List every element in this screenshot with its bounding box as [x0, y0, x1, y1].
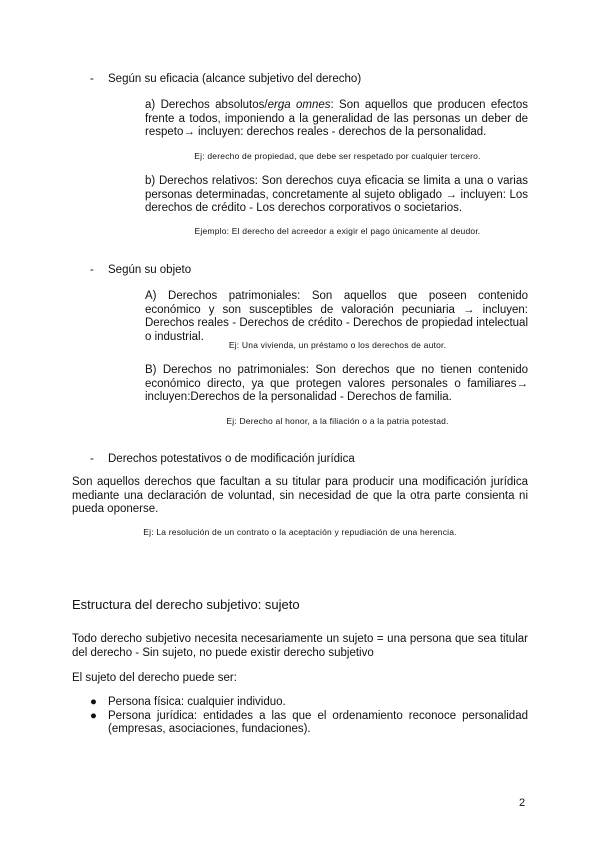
paragraph-derechos-no-patrimoniales: B) Derechos no patrimoniales: Son derechos que no tienen contenido económico directo, ya que protegen valores personales o familiares→ incluyen:Derechos de la personalidad - Derechos de familia. — [145, 364, 528, 403]
list-item — [90, 710, 528, 737]
section-potestativos-title — [90, 452, 355, 466]
list-item-text: Persona física: cualquier individuo. — [108, 696, 286, 708]
bullet-dash: - — [90, 453, 94, 465]
paragraph-derechos-relativos: b) Derechos relativos: Son derechos cuya eficacia se limita a una o varias personas determinadas, concretamente al sujeto obligado → incluyen: Los derechos de crédito - Los derechos corporativos o societarios. — [145, 175, 528, 214]
paragraph-derechos-patrimoniales: A) Derechos patrimoniales: Son aquellos que poseen contenido económico y son susceptibles de valoración pecuniaria → incluyen: Derechos reales - Derechos de crédito - Derechos de propiedad intelectual o industrial. — [145, 290, 528, 343]
paragraph-lead: a) Derechos absolutos/ — [145, 99, 268, 111]
paragraph-sujeto-necesario: Todo derecho subjetivo necesita necesariamente un sujeto = una persona que sea titular del derecho - Sin sujeto, no puede existir derecho subjetivo — [72, 633, 528, 659]
bullet-dash: - — [90, 73, 94, 85]
bullet-dash: - — [90, 264, 94, 276]
example-no-patrimoniales: Ej: Derecho al honor, a la filiación o a la patria potestad. — [226, 416, 449, 426]
section-eficacia-title — [90, 72, 361, 86]
list-item-text: Persona jurídica: entidades a las que el ordenamiento reconoce personalidad (empresas, asociaciones, fundaciones). — [108, 709, 528, 735]
example-potestativos: Ej: La resolución de un contrato o la aceptación y repudiación de una herencia. — [143, 527, 457, 537]
example-patrimoniales: Ej: Una vivienda, un préstamo o los derechos de autor. — [228, 340, 447, 350]
example-relativos: Ejemplo: El derecho del acreedor a exigir el pago únicamente al deudor. — [194, 226, 481, 236]
list-tipos-sujeto — [90, 696, 528, 737]
italic-term: erga omnes — [267, 99, 331, 111]
page-number: 2 — [519, 797, 526, 809]
paragraph-derechos-absolutos — [145, 99, 528, 140]
section-title-text: Según su objeto — [108, 264, 192, 276]
section-objeto-title — [90, 263, 191, 277]
paragraph-sujeto-puede-ser: El sujeto del derecho puede ser: — [72, 672, 237, 684]
example-absolutos: Ej: derecho de propiedad, que debe ser respetado por cualquier tercero. — [194, 151, 481, 161]
list-item — [90, 696, 528, 710]
section-title-text: Según su eficacia (alcance subjetivo del derecho) — [108, 73, 362, 85]
section-heading-estructura: Estructura del derecho subjetivo: sujeto — [72, 597, 300, 612]
paragraph-potestativos: Son aquellos derechos que facultan a su titular para producir una modificación jurídica mediante una declaración de voluntad, sin necesidad de que la otra parte consienta ni pueda oponerse. — [72, 476, 528, 515]
section-title-text: Derechos potestativos o de modificación jurídica — [108, 453, 355, 465]
paragraph-rest: : Son aquellos que producen efectos frente a todos, imponiendo a la generalidad de las personas un deber de respeto→ incluyen: derechos reales - derechos de la personalidad. — [145, 99, 529, 138]
bullet-dot: ● — [90, 709, 97, 722]
bullet-dot: ● — [90, 696, 97, 708]
